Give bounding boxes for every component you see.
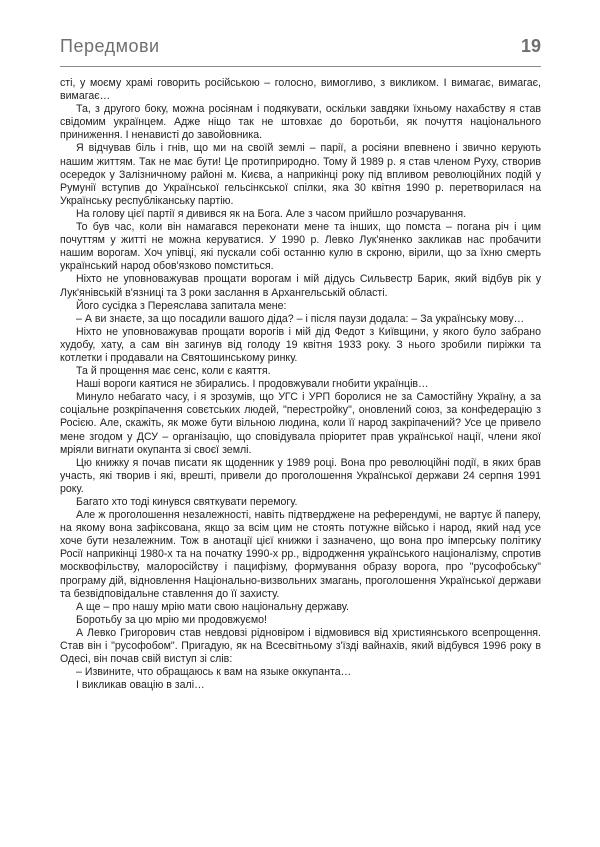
paragraph: Я відчував біль і гнів, що ми на своїй землі – парії, а росіяни впевнено і звично керують нашим життям. Так не має бути! Це протиприродно. Тому й 1989 р. я став членом Руху, створив осередок у Залізничному районі м. Києва, а наприкінці року під впливом революційних подій у Румунії вступив до Української гельсінкської спілки, яка 30 квітня 1990 р. перетворилася на Українську республіканську партію. [60,142,541,207]
paragraph: Боротьбу за цю мрію ми продовжуємо! [76,613,267,626]
header-divider [60,66,541,67]
paragraph: А ще – про нашу мрію мати свою національну державу. [76,600,349,613]
page-header [60,36,541,62]
paragraph: А Левко Григорович став невдовзі рідновіром і відмовився від християнського всепрощення. Став він і "русофобом". Пригадую, як на Всесвітньому з'їзді вайнахів, який відбувся 1996 року в Одесі, він почав свій виступ зі слів: [60,626,541,666]
paragraph: Ніхто не уповноважував прощати ворогів і мій дід Федот з Київщини, у якого було забрано худобу, хату, а сам він загинув від голоду 19 квітня 1933 року. З нього зробили пиріжки та котлетки і продавали на Святошинському ринку. [60,325,541,364]
paragraph: На голову цієї партії я дивився як на Бога. Але з часом прийшло розчарування. [76,207,467,220]
paragraph: Його сусідка з Переяслава запитала мене: [76,299,287,312]
paragraph: Але ж проголошення незалежності, навіть підтверджене на референдумі, не вартує й паперу, на якому вона зафіксована, якщо за всім цим не стоять потужне військо і народ, який над усе хоче бути незалежним. Тож в анотації цієї книжки і зазначено, що вона про імперську політику Росії наприкінці 1980-х та на початку 1990-х рр., відродження українського націоналізму, спротив москвофільству, малоросійству і пацифізму, формування образу ворога, про "русофобську" програму дій, відновлення Національно-визвольних змагань, проголошення Української держави та безвідповідальне ставлення до її захисту. [60,509,541,600]
section-title: Передмови [60,36,160,56]
paragraph: То був час, коли він намагався переконати мене та інших, що помста – погана річ і цим почуттям у житті не можна керуватися. У 1990 р. Левко Лук'яненко закликав нас пробачити нашим ворогам. Хоч упівці, які пускали собі останню кулю в скроню, вірили, що за їхню смерть український народ обов'язково помститься. [60,221,541,273]
page-number: 19 [520,36,541,56]
paragraph: Багато хто тоді кинувся святкувати перемогу. [76,496,298,508]
paragraph: Цю книжку я почав писати як щоденник у 1989 році. Вона про революційні події, в яких брав участь, які творив і які, врешті, привели до проголошення Української держави 24 серпня 1991 року. [60,456,541,495]
paragraph: сті, у моєму храмі говорить російською – голосно, вимогливо, з викликом. І вимагає, вимагає, вимагає… [60,77,541,103]
paragraph: Минуло небагато часу, і я зрозумів, що УГС і УРП боролися не за Самостійну Україну, а за соціальне розкріпачення совєтських людей, "перестройку", оновлений союз, за конфедерацію з Росією. Але, скажіть, як може бути вільною людина, коли її народ закріпачений? Усе це привело мене згодом у ДСУ – організацію, що сповідувала пріоритет прав української нації, члени якої мріяли вигнати окупанта зі своєї землі. [60,391,541,456]
paragraph: Та й прощення має сенс, коли є каяття. [76,365,271,378]
paragraph: І викликав овацію в залі… [76,679,205,692]
dialogue-line: – А ви знаєте, за що посадили вашого діда? – і після паузи додала: – За українську мову… [76,312,525,325]
body-text [60,77,541,692]
dialogue-line: – Извините, что обращаюсь к вам на языке оккупанта… [76,666,352,679]
paragraph: Наші вороги каятися не збирались. І продовжували гнобити українців… [76,378,429,391]
paragraph: Ніхто не уповноважував прощати ворогам і мій дідусь Сильвестр Барик, який відбув рік у Лук'янівській в'язниці та 3 роки заслання в Архангельській області. [60,273,541,299]
paragraph: Та, з другого боку, можна росіянам і подякувати, оскільки завдяки їхньому нахабству я став свідомим українцем. Адже ніщо так не штовхає до боротьби, як почуття національного приниження. І ненависті до завойовника. [60,103,541,142]
